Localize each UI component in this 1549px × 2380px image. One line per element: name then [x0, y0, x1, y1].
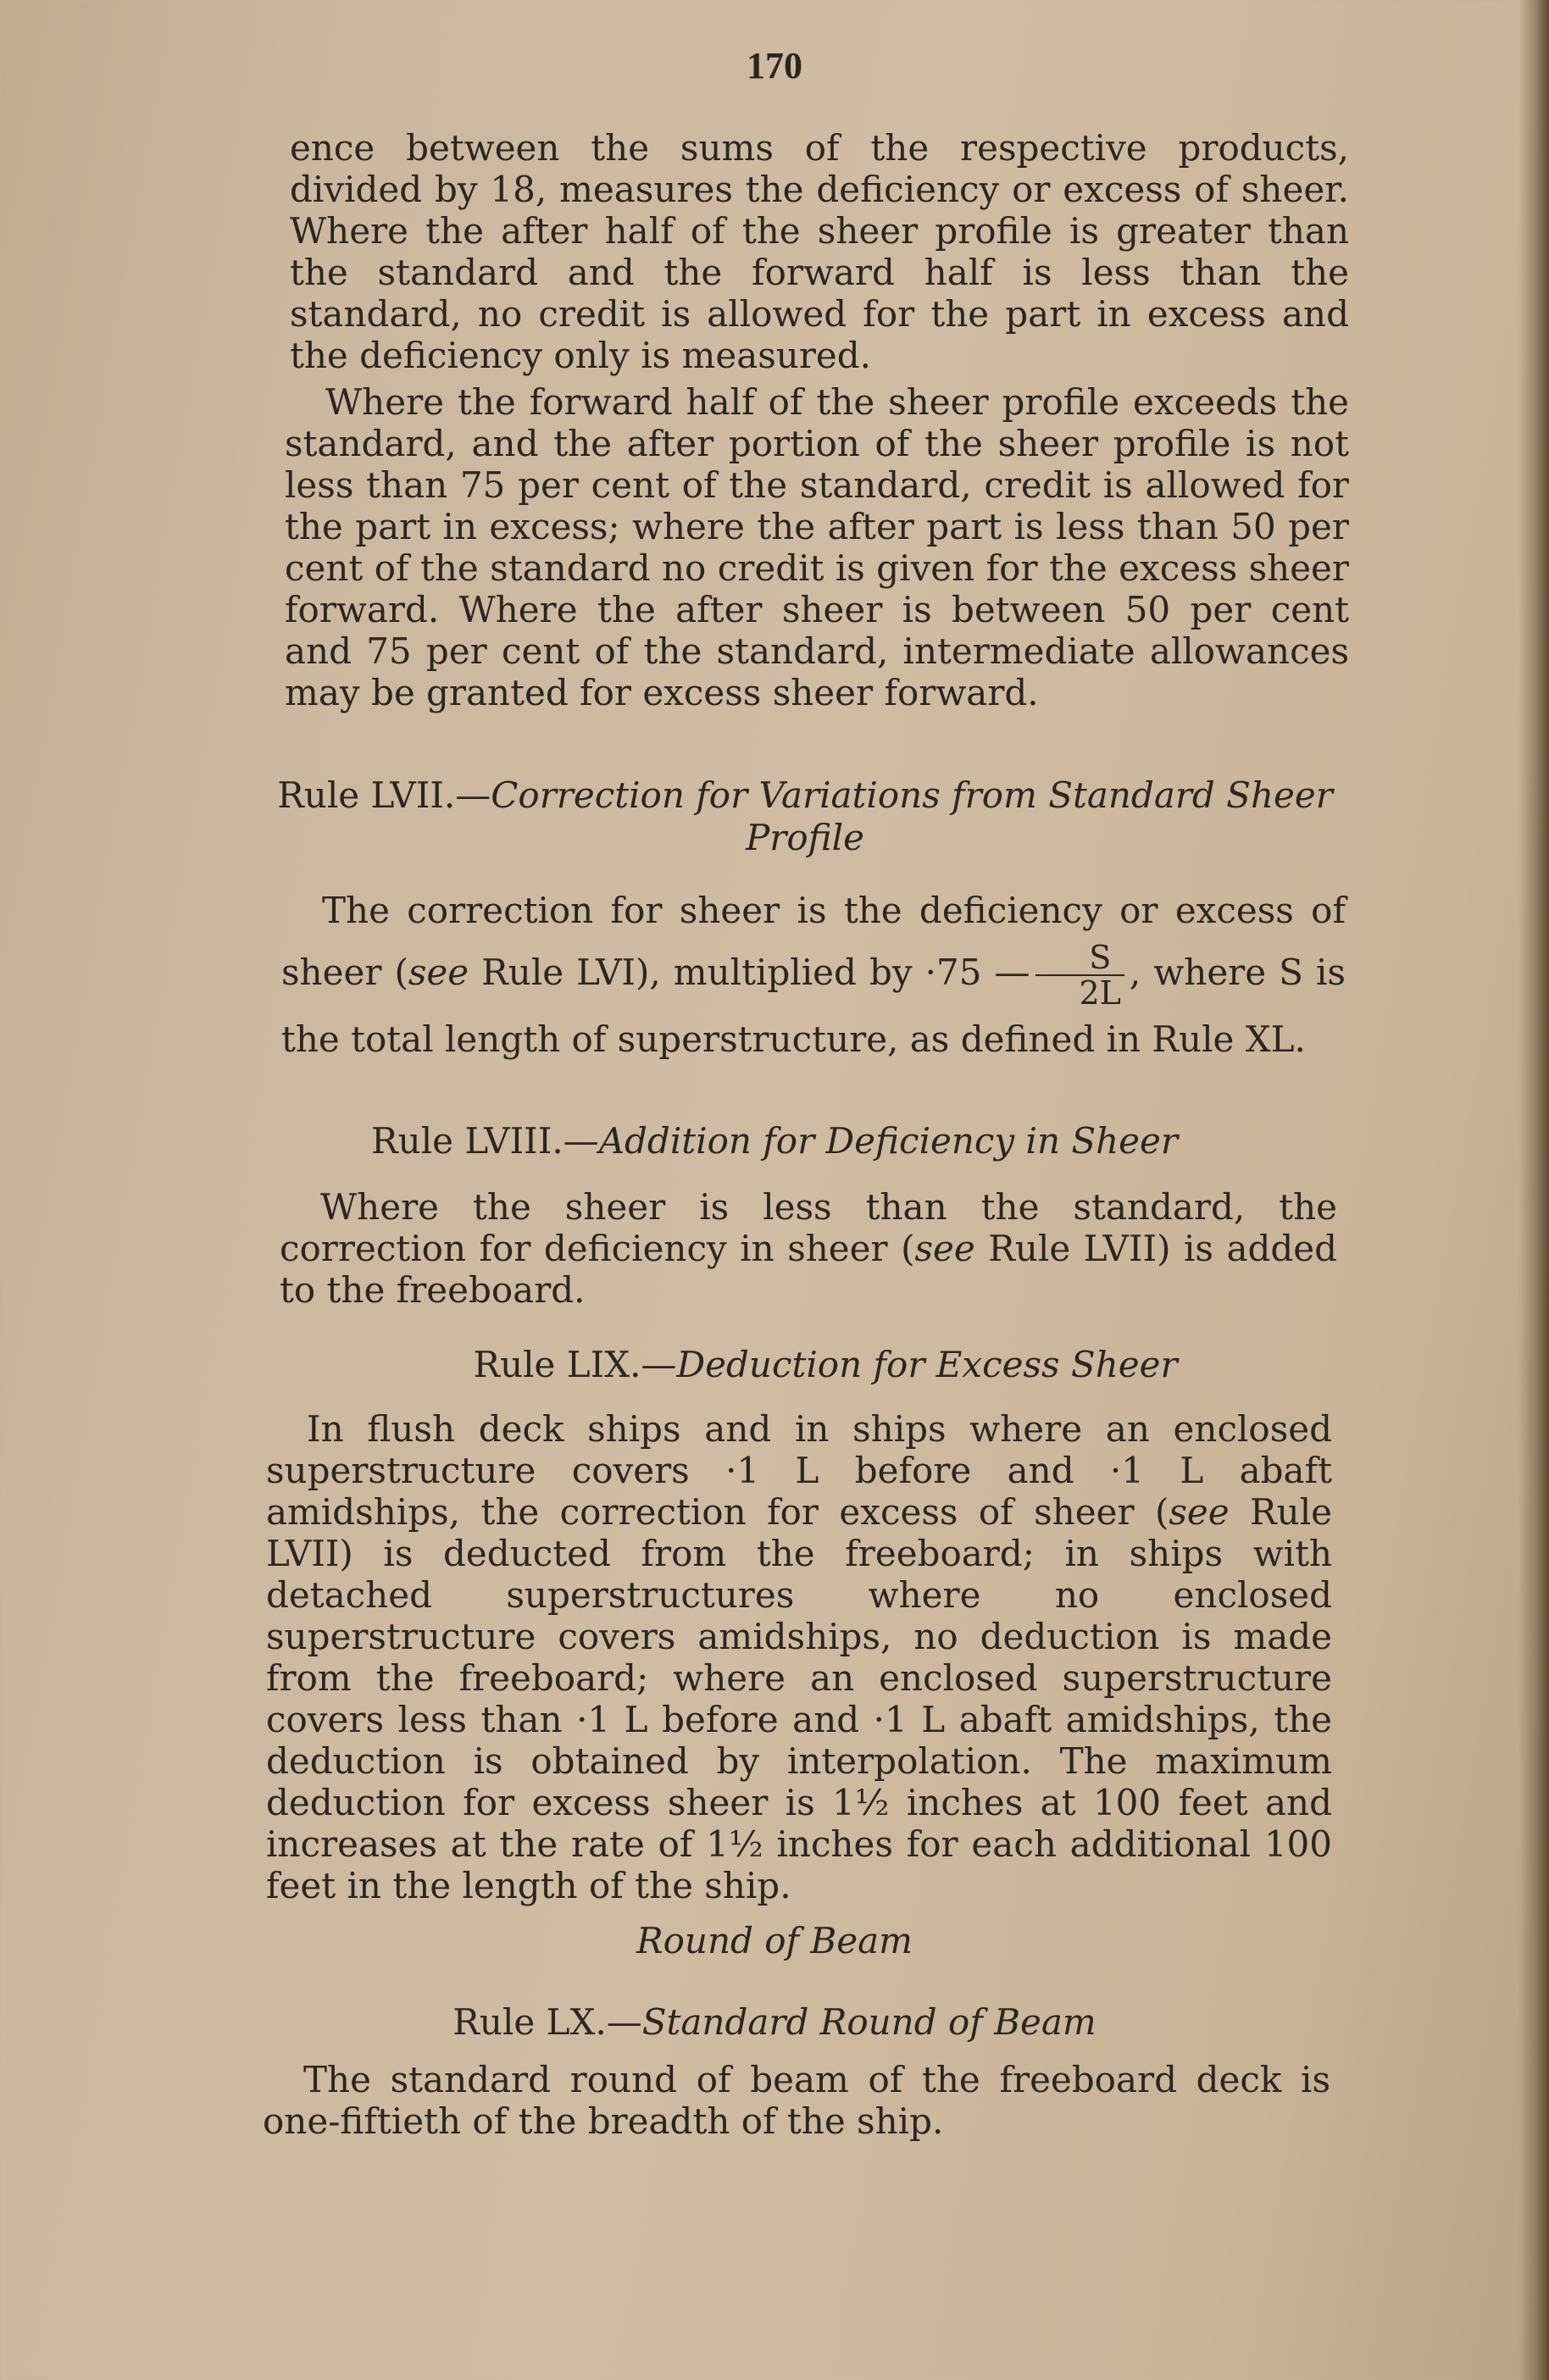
rule-60-title: Standard Round of Beam [641, 2001, 1097, 2043]
section-title-round-of-beam: Round of Beam [636, 1920, 913, 1961]
rule-59-title: Deduction for Excess Sheer [676, 1344, 1178, 1385]
paragraph-rule-57: The correction for sheer is the deficiency or excess of sheer (see Rule LVI), multiplied by ·75 — $\frac{S}{2L}$ , where S is the total length of superstructure, as defined in Rule XL. [281, 890, 1346, 1060]
rule-60-prefix: Rule LX.— [452, 2001, 642, 2043]
rule-57-heading [254, 774, 1356, 859]
paragraph-rule-60: The standard round of beam of the freeboard deck is one-fiftieth of the breadth of the ship. [263, 2059, 1330, 2142]
rule-57-title: Correction for Variations from Standard Sheer [491, 774, 1333, 816]
rule-58-title: Addition for Deficiency in Sheer [598, 1120, 1178, 1162]
rule-57-title-cont: Profile [746, 817, 864, 858]
rule-59-heading [51, 1344, 1549, 1386]
rule-57-prefix: Rule LVII.— [277, 774, 491, 816]
rule-60-heading [0, 2001, 1549, 2044]
paragraph-rule-58: Where the sheer is less than the standard, the correction for deficiency in sheer (see Rule LVII) is added to the freeboard. [280, 1186, 1337, 1311]
rule-58-prefix: Rule LVIII.— [371, 1120, 599, 1162]
paragraph-sheer-measurement: ence between the sums of the respective products, divided by 18, measures the deficiency or excess of sheer. Where the after half of the sheer profile is greater than the standard and the forward half is less than the standard, no credit is allowed for the part in excess and the deficiency only is measured. [290, 127, 1349, 376]
rule-58-heading [0, 1120, 1549, 1162]
page-number: 170 [747, 45, 802, 86]
paragraph-rule-59: In flush deck ships and in ships where an enclosed superstructure covers ·1 L before and ·1 L abaft amidships, the correction for excess of sheer (see Rule LVII) is deducted from the freeboard; in ships with detached superstructures where no enclosed superstructure covers amidships, no deduction is made from the freeboard; where an enclosed superstructure covers less than ·1 L before and ·1 L abaft amidships, the deduction is obtained by interpolation. The maximum deduction for excess sheer is 1½ inches at 100 feet and increases at the rate of 1½ inches for each additional 100 feet in the length of the ship. [266, 1408, 1333, 1906]
fraction-s-over-2l: $\frac{S}{2L}$ [1035, 940, 1124, 1010]
paragraph-sheer-credit: Where the forward half of the sheer profile exceeds the standard, and the after portion of the sheer profile is not less than 75 per cent of the standard, credit is allowed for the part in excess; where the after part is less than 50 per cent of the standard no credit is given for the excess sheer forward. Where the after sheer is between 50 per cent and 75 per cent of the standard, intermediate allowances may be granted for excess sheer forward. [285, 381, 1349, 713]
rule-59-prefix: Rule LIX.— [473, 1344, 677, 1385]
